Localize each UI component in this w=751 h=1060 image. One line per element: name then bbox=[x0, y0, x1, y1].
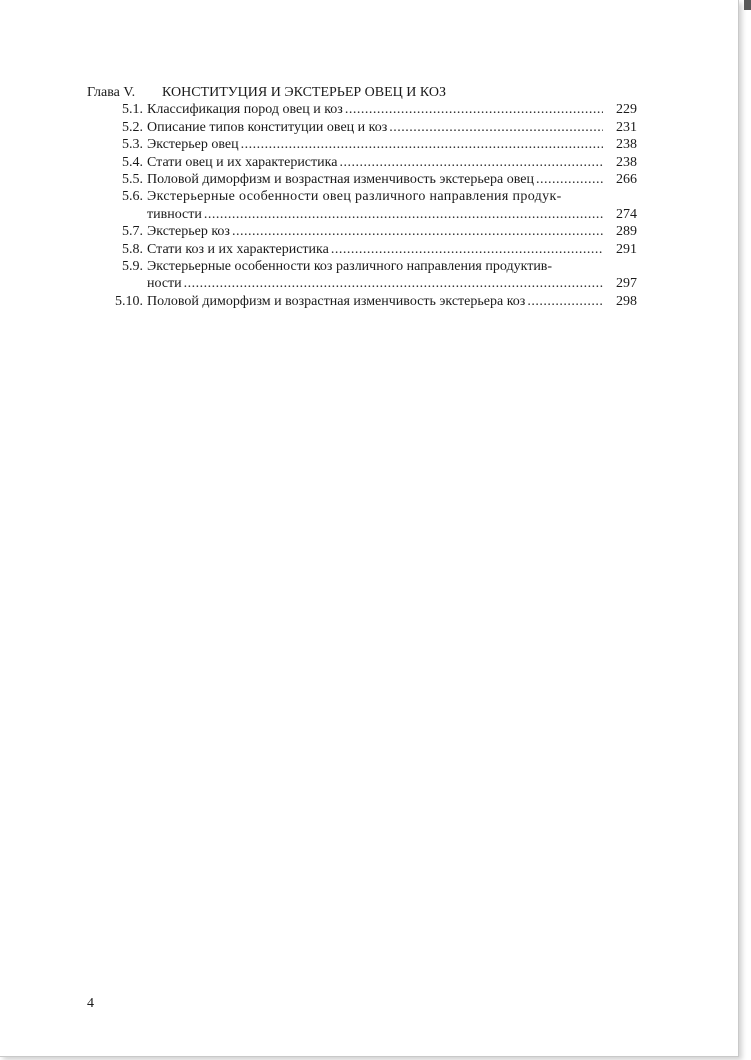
toc-entry-continuation[interactable] bbox=[87, 275, 637, 292]
toc-entry[interactable] bbox=[87, 223, 637, 240]
toc-entry-title-line1: Экстерьерные особенности овец различного направления продук- bbox=[147, 189, 562, 205]
toc-entry-title: Стати овец и их характеристика bbox=[147, 154, 338, 170]
toc-entry[interactable] bbox=[87, 293, 637, 310]
page-number: 4 bbox=[87, 996, 94, 1011]
toc-entry-title: Половой диморфизм и возрастная изменчивость экстерьера овец bbox=[147, 172, 534, 188]
toc-entry-continuation[interactable] bbox=[87, 206, 637, 223]
chapter-label: Глава V. bbox=[87, 85, 136, 100]
dot-leader bbox=[339, 154, 603, 171]
toc-entry[interactable] bbox=[87, 136, 637, 153]
toc-entry-page: 238 bbox=[616, 154, 637, 170]
toc-entry-page: 238 bbox=[616, 137, 637, 153]
toc-entry-title-line1: Экстерьерные особенности коз различного направления продуктив- bbox=[147, 259, 553, 275]
toc-entry-page: 231 bbox=[616, 119, 637, 135]
toc-entry-page: 274 bbox=[616, 206, 637, 222]
toc-entry[interactable] bbox=[87, 188, 637, 205]
toc-entry-page: 297 bbox=[616, 276, 637, 292]
toc-entry-number: 5.10. bbox=[115, 293, 143, 309]
toc-entry-number: 5.5. bbox=[122, 172, 143, 188]
dot-leader bbox=[232, 223, 603, 240]
toc-entry-page: 289 bbox=[616, 224, 637, 240]
dot-leader bbox=[389, 119, 603, 136]
toc-entry-page: 266 bbox=[616, 172, 637, 188]
toc-entry[interactable] bbox=[87, 101, 637, 118]
toc-entry-number: 5.2. bbox=[122, 119, 143, 135]
dot-leader bbox=[536, 171, 603, 188]
toc-entry-title: Экстерьер овец bbox=[147, 137, 239, 153]
toc-entry-number: 5.7. bbox=[122, 224, 143, 240]
toc-entry-title: Классификация пород овец и коз bbox=[147, 102, 343, 118]
toc-entry[interactable] bbox=[87, 154, 637, 171]
toc-entry-page: 291 bbox=[616, 241, 637, 257]
dot-leader bbox=[204, 206, 603, 223]
toc-entry-page: 229 bbox=[616, 102, 637, 118]
toc-entry-title-line2: тивности bbox=[147, 206, 202, 222]
toc-entry-number: 5.8. bbox=[122, 241, 143, 257]
chapter-heading bbox=[87, 84, 637, 101]
toc-entry-title: Стати коз и их характеристика bbox=[147, 241, 329, 257]
toc-entry-page: 298 bbox=[616, 293, 637, 309]
toc-entry-number: 5.6. bbox=[122, 189, 143, 205]
dot-leader bbox=[184, 275, 603, 292]
chapter-title: КОНСТИТУЦИЯ И ЭКСТЕРЬЕР ОВЕЦ И КОЗ bbox=[162, 85, 447, 100]
scroll-edge-marker bbox=[744, 0, 751, 10]
dot-leader bbox=[345, 101, 603, 118]
dot-leader bbox=[241, 136, 603, 153]
toc-entry[interactable] bbox=[87, 119, 637, 136]
toc-entry-number: 5.3. bbox=[122, 137, 143, 153]
toc-entry-title: Описание типов конституции овец и коз bbox=[147, 119, 388, 135]
toc-entry-title: Половой диморфизм и возрастная изменчивость экстерьера коз bbox=[147, 293, 526, 309]
toc-entry-title-line2: ности bbox=[147, 276, 182, 292]
toc-entry-number: 5.1. bbox=[122, 102, 143, 118]
table-of-contents bbox=[87, 84, 637, 310]
toc-entry-number: 5.4. bbox=[122, 154, 143, 170]
toc-entry[interactable] bbox=[87, 258, 637, 275]
dot-leader bbox=[527, 293, 603, 310]
toc-entry[interactable] bbox=[87, 171, 637, 188]
dot-leader bbox=[331, 241, 603, 258]
toc-entry[interactable] bbox=[87, 241, 637, 258]
toc-entry-title: Экстерьер коз bbox=[147, 224, 230, 240]
toc-entry-number: 5.9. bbox=[122, 259, 143, 275]
